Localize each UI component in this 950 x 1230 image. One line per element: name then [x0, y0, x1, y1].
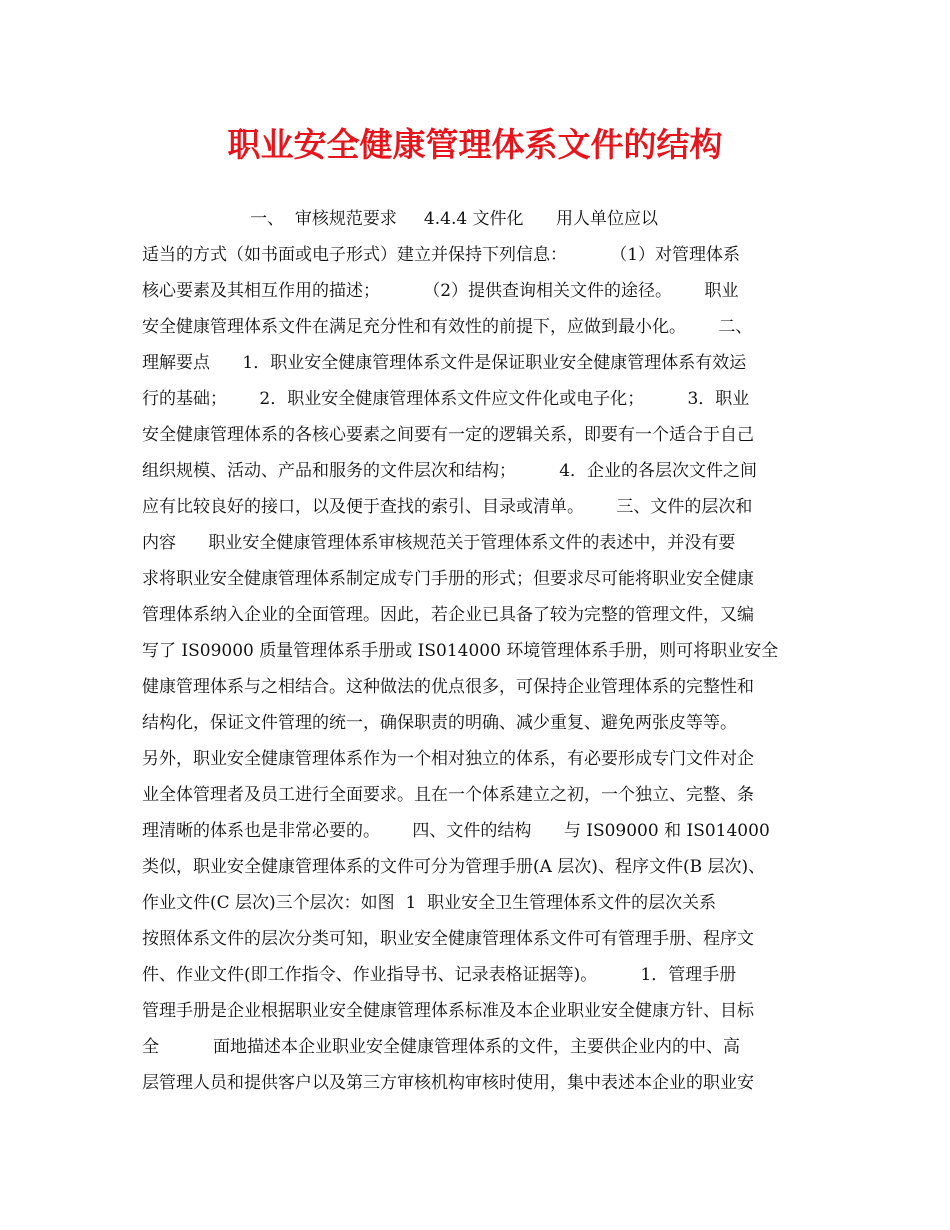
body-line: 核心要素及其相互作用的描述； （2）提供查询相关文件的途径。 职业 — [142, 281, 739, 301]
body-line: 类似，职业安全健康管理体系的文件可分为管理手册(A 层次)、程序文件(B 层次)、 — [142, 857, 766, 877]
body-line: 健康管理体系与之相结合。这种做法的优点很多，可保持企业管理体系的完整性和 — [142, 677, 754, 697]
body-line: 理解要点 1．职业安全健康管理体系文件是保证职业安全健康管理体系有效运 — [142, 353, 747, 373]
body-line: 应有比较良好的接口，以及便于查找的索引、目录或清单。 三、文件的层次和 — [142, 497, 753, 517]
body-line: 安全健康管理体系的各核心要素之间要有一定的逻辑关系，即要有一个适合于自己 — [142, 425, 754, 445]
body-line: 层管理人员和提供客户以及第三方审核机构审核时使用，集中表述本企业的职业安 — [142, 1073, 754, 1093]
body-line: 另外，职业安全健康管理体系作为一个相对独立的体系，有必要形成专门文件对企 — [142, 749, 754, 769]
body-line: 结构化，保证文件管理的统一，确保职责的明确、减少重复、避免两张皮等等。 — [142, 713, 737, 733]
body-line: 求将职业安全健康管理体系制定成专门手册的形式；但要求尽可能将职业安全健康 — [142, 569, 754, 589]
body-line: 内容 职业安全健康管理体系审核规范关于管理体系文件的表述中，并没有要 — [142, 533, 736, 553]
body-line: 行的基础； 2．职业安全健康管理体系文件应文件化或电子化； 3．职业 — [142, 389, 750, 409]
body-line: 组织规模、活动、产品和服务的文件层次和结构； 4．企业的各层次文件之间 — [142, 461, 758, 481]
body-line: 管理体系纳入企业的全面管理。因此，若企业已具备了较为完整的管理文件，又编 — [142, 605, 754, 625]
body-line: 安全健康管理体系文件在满足充分性和有效性的前提下，应做到最小化。 二、 — [142, 317, 753, 337]
body-line: 写了 IS09000 质量管理体系手册或 IS014000 环境管理体系手册，则可将职业安全 — [142, 641, 779, 661]
body-line: 管理手册是企业根据职业安全健康管理体系标准及本企业职业安全健康方针、目标 — [142, 1001, 754, 1021]
body-line: 按照体系文件的层次分类可知，职业安全健康管理体系文件可有管理手册、程序文 — [142, 929, 754, 949]
body-line: 作业文件(C 层次)三个层次：如图 1 职业安全卫生管理体系文件的层次关系 — [142, 893, 717, 913]
document-title: 职业安全健康管理体系文件的结构 — [227, 125, 723, 164]
body-line: 业全体管理者及员工进行全面要求。且在一个体系建立之初，一个独立、完整、条 — [142, 785, 754, 805]
body-line: 一、 审核规范要求 4.4.4 文件化 用人单位应以 — [142, 209, 658, 229]
body-line: 理清晰的体系也是非常必要的。 四、文件的结构 与 IS09000 和 IS014000 — [142, 821, 770, 841]
body-line: 全 面地描述本企业职业安全健康管理体系的文件，主要供企业内的中、高 — [142, 1037, 741, 1057]
body-line: 适当的方式（如书面或电子形式）建立并保持下列信息： （1）对管理体系 — [142, 245, 741, 265]
body-line: 件、作业文件(即工作指令、作业指导书、记录表格证据等)。 1．管理手册 — [142, 965, 737, 985]
